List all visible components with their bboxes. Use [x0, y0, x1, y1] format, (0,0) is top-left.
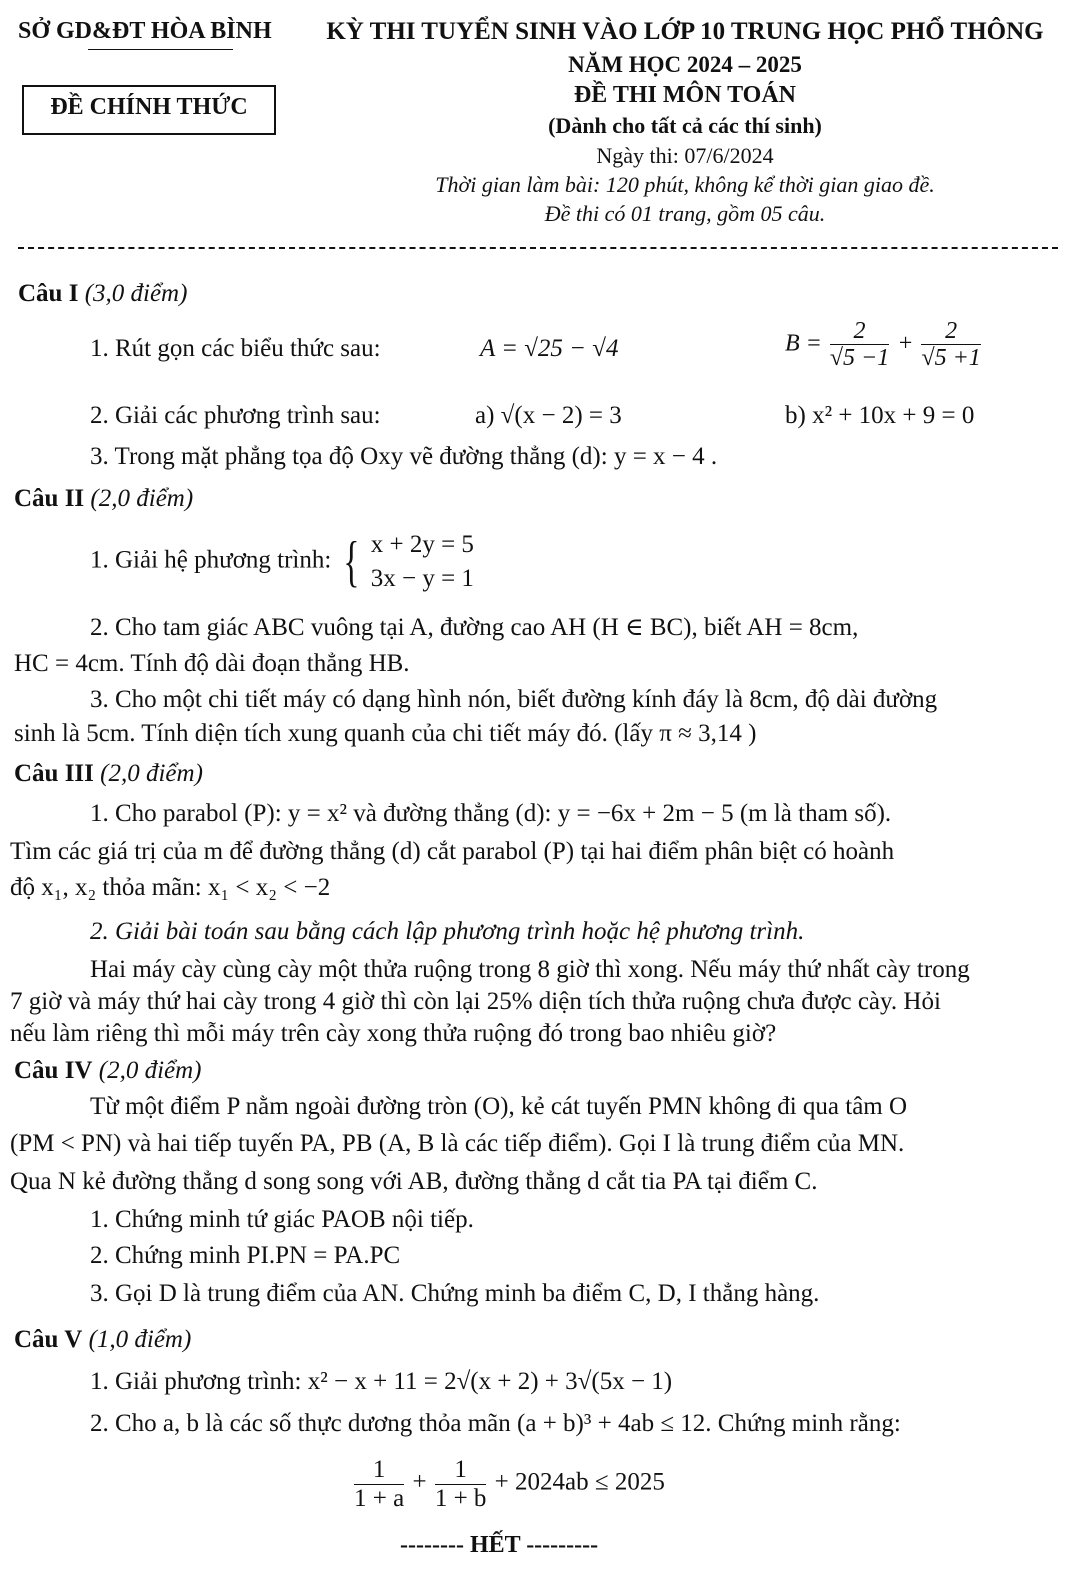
- q3-part1-line3: độ x₁, x₂ thỏa mãn: x₁ < x₂ < −2: [10, 874, 331, 901]
- question-2-heading: [14, 485, 193, 513]
- system-equation-1: x + 2y = 5: [370, 531, 474, 558]
- q1-part1-text: 1. Rút gọn các biểu thức sau:: [90, 335, 381, 362]
- fraction-denominator: √5 −1: [829, 345, 890, 372]
- question-3-heading: [14, 760, 203, 788]
- school-year: NĂM HỌC 2024 – 2025: [568, 52, 802, 77]
- q3-part2-heading: 2. Giải bài toán sau bằng cách lập phương trình hoặc hệ phương trình.: [90, 918, 805, 945]
- fraction: [921, 318, 980, 372]
- fraction-numerator: 1: [354, 1456, 404, 1485]
- question-points: (3,0 điểm): [84, 280, 188, 307]
- q3-part1-line1: 1. Cho parabol (P): y = x² và đường thẳng (d): y = −6x + 2m − 5 (m là tham số).: [90, 800, 892, 827]
- question-points: (1,0 điểm): [88, 1326, 192, 1353]
- plus-sign: +: [412, 1468, 427, 1496]
- q3-part2-line3: nếu làm riêng thì mỗi máy trên cày xong thửa ruộng đó trong bao nhiêu giờ?: [10, 1020, 777, 1047]
- q2-part2-line2: HC = 4cm. Tính độ dài đoạn thẳng HB.: [14, 650, 410, 677]
- question-title: Câu II: [14, 485, 85, 512]
- end-marker: -------- HẾT ---------: [400, 1532, 599, 1558]
- q2-part1-text: 1. Giải hệ phương trình:: [90, 546, 332, 574]
- q1-equation-a: a) √(x − 2) = 3: [475, 402, 622, 429]
- q2-part3-line2: sinh là 5cm. Tính diện tích xung quanh của chi tiết máy đó. (lấy π ≈ 3,14 ): [14, 720, 757, 747]
- q5-inequality: [352, 1456, 665, 1512]
- q3-part2-line2: 7 giờ và máy thứ hai cày trong 4 giờ thì còn lại 25% diện tích thửa ruộng chưa được cày. Hỏi: [10, 988, 941, 1015]
- q4-part1: 1. Chứng minh tứ giác PAOB nội tiếp.: [90, 1206, 474, 1233]
- q4-part2: 2. Chứng minh PI.PN = PA.PC: [90, 1242, 401, 1269]
- exam-duration: Thời gian làm bài: 120 phút, không kể thời gian giao đề.: [435, 172, 935, 197]
- question-title: Câu V: [14, 1326, 83, 1353]
- fraction-numerator: 2: [830, 318, 889, 345]
- q2-part3-line1: 3. Cho một chi tiết máy có dạng hình nón, biết đường kính đáy là 8cm, độ dài đường: [90, 686, 938, 713]
- q4-intro-line3: Qua N kẻ đường thẳng d song song với AB, đường thẳng d cắt tia PA tại điểm C.: [10, 1168, 818, 1195]
- q1-part2-text: 2. Giải các phương trình sau:: [90, 402, 381, 429]
- question-points: (2,0 điểm): [98, 1057, 202, 1084]
- exam-audience: (Dành cho tất cả các thí sinh): [548, 113, 822, 138]
- fraction: [830, 318, 889, 372]
- question-4-heading: [14, 1057, 202, 1085]
- q4-part3: 3. Gọi D là trung điểm của AN. Chứng minh ba điểm C, D, I thẳng hàng.: [90, 1280, 820, 1307]
- question-5-heading: [14, 1326, 191, 1354]
- department-underline: [88, 49, 233, 50]
- q1-part3-text: 3. Trong mặt phẳng tọa độ Oxy vẽ đường thẳng (d): y = x − 4 .: [90, 443, 718, 470]
- q1-expression-b: [785, 318, 983, 372]
- fraction-numerator: 2: [921, 318, 980, 345]
- q2-part1: [90, 528, 474, 596]
- system-brace: {: [342, 530, 360, 593]
- q1-expression-a: A = √25 − √4: [480, 335, 619, 362]
- header-divider: [18, 247, 1058, 249]
- question-title: Câu I: [18, 280, 79, 307]
- department-name: SỞ GD&ĐT HÒA BÌNH: [18, 18, 272, 44]
- equation-system: [371, 528, 474, 596]
- q1-equation-b: b) x² + 10x + 9 = 0: [785, 402, 975, 429]
- question-1-heading: [18, 280, 187, 308]
- question-points: (2,0 điểm): [90, 485, 194, 512]
- exam-title: KỲ THI TUYỂN SINH VÀO LỚP 10 TRUNG HỌC PHỔ THÔNG: [326, 18, 1044, 45]
- exam-subject: ĐỀ THI MÔN TOÁN: [573, 82, 797, 108]
- question-title: Câu III: [14, 760, 94, 787]
- page-info: Đề thi có 01 trang, gồm 05 câu.: [544, 201, 826, 226]
- fraction-denominator: √5 +1: [921, 345, 981, 372]
- fraction: [435, 1456, 487, 1512]
- plus-sign: +: [897, 330, 914, 357]
- inequality-rest: + 2024ab ≤ 2025: [494, 1468, 665, 1496]
- question-points: (2,0 điểm): [100, 760, 203, 787]
- fraction: [354, 1456, 404, 1512]
- exam-date: Ngày thi: 07/6/2024: [596, 143, 774, 168]
- q5-part2: 2. Cho a, b là các số thực dương thỏa mãn (a + b)³ + 4ab ≤ 12. Chứng minh rằng:: [90, 1410, 901, 1437]
- official-label: ĐỀ CHÍNH THỨC: [50, 94, 248, 120]
- fraction-denominator: 1 + b: [434, 1484, 487, 1512]
- q4-intro-line2: (PM < PN) và hai tiếp tuyến PA, PB (A, B là các tiếp điểm). Gọi I là trung điểm của MN.: [10, 1130, 905, 1157]
- fraction-numerator: 1: [435, 1456, 487, 1485]
- q4-intro-line1: Từ một điểm P nằm ngoài đường tròn (O), kẻ cát tuyến PMN không đi qua tâm O: [90, 1093, 908, 1120]
- expr-b-lhs: B =: [785, 330, 822, 357]
- q2-part2-line1: 2. Cho tam giác ABC vuông tại A, đường cao AH (H ∈ BC), biết AH = 8cm,: [90, 614, 859, 641]
- question-title: Câu IV: [14, 1057, 93, 1084]
- q3-part1-line2: Tìm các giá trị của m để đường thẳng (d) cắt parabol (P) tại hai điểm phân biệt có hoành: [10, 838, 895, 865]
- system-equation-2: 3x − y = 1: [370, 564, 474, 592]
- q5-part1: 1. Giải phương trình: x² − x + 11 = 2√(x + 2) + 3√(5x − 1): [90, 1368, 673, 1395]
- fraction-denominator: 1 + a: [354, 1484, 405, 1512]
- q3-part2-line1: Hai máy cày cùng cày một thửa ruộng trong 8 giờ thì xong. Nếu máy thứ nhất cày trong: [90, 956, 970, 983]
